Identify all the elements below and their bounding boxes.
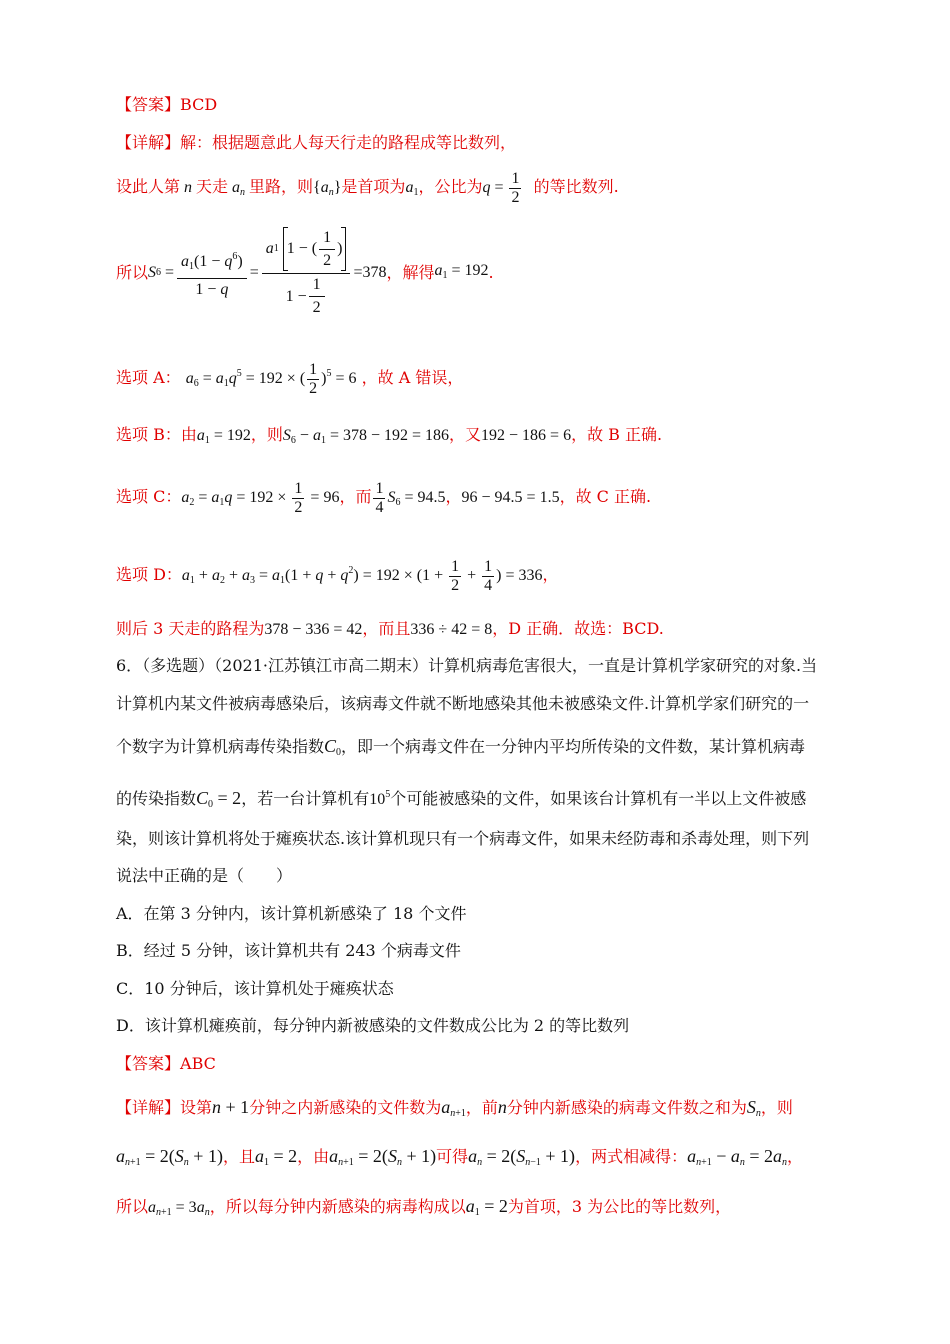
detail-line-1	[116, 133, 516, 153]
text: ，公比为	[418, 177, 483, 196]
text: ，即一个病毒文件在一分钟内平均所传染的文件数，某计算机病毒	[341, 737, 806, 756]
q6-detail-3: 所以$a_{n+1} = 3a_n$，所以每分钟内新感染的病毒构成以$a_1 = 2$为首项，3 为公比的等比数列，	[116, 1196, 732, 1218]
option-c-line: 选项 C：$a_2 = a_1q = 192$ × $\frac{1}{2}$ = 96，而 $\frac{1}{4}$ $S_6 = 94.5$，96 − 94.5 = 1.5，故 C 正确.	[116, 479, 652, 516]
text: 可得	[436, 1147, 469, 1166]
text: ，所以每分钟内新感染的病毒构成以	[209, 1197, 466, 1216]
option-a-line: 选项 A： $a_6 = a_1q^5 = 192$ × ( $\frac{1}{2}$ )$^5$ = 6 ，故 A 错误，	[116, 360, 464, 397]
q6-stem-2: 计算机内某文件被病毒感染后，该病毒文件就不断地感染其他未被感染文件.计算机学家们研究的一	[116, 694, 810, 713]
q6-stem-5: 染，则该计算机将处于瘫痪状态.该计算机现只有一个病毒文件，如果未经防毒和杀毒处理，则下列	[116, 829, 810, 848]
answer-label: 【答案】	[116, 1054, 181, 1073]
text: ，故 B 正确.	[571, 425, 663, 444]
text: ，而	[339, 487, 372, 506]
q6-option-a: A．在第 3 分钟内，该计算机新感染了 18 个文件	[116, 904, 467, 923]
q6-option-c: C．10 分钟后，该计算机处于瘫痪状态	[116, 979, 394, 998]
text: 选项 C：	[116, 487, 182, 506]
detail-label: 【详解】	[116, 133, 181, 152]
text: ，若一台计算机有	[241, 789, 370, 808]
text: 的等比数列.	[533, 177, 619, 196]
q6-option-d: D．该计算机瘫痪前，每分钟内新被感染的文件数成公比为 2 的等比数列	[116, 1016, 630, 1035]
detail-text: 解：根据题意此人每天行走的路程成等比数列，	[180, 133, 517, 152]
text: ，故 C 正确.	[559, 487, 652, 506]
text: ，由	[297, 1147, 330, 1166]
text: 设第	[180, 1098, 213, 1117]
final-line-q5: 则后 3 天走的路程为378 − 336 = 42，而且336 ÷ 42 = 8，D 正确．故选：BCD.	[116, 619, 664, 638]
q6-option-b: B．经过 5 分钟，该计算机共有 243 个病毒文件	[116, 941, 461, 960]
text: ，则	[250, 425, 283, 444]
text: 个可能被感染的文件，如果该台计算机有一半以上文件被感	[390, 789, 807, 808]
answer-line-q5	[116, 95, 217, 115]
text: ，前	[465, 1098, 498, 1117]
q6-detail-1: 【详解】设第n + 1分钟之内新感染的文件数为$a_{n+1}$，前n分钟内新感染的病毒文件数之和为$S_n$，则	[116, 1097, 793, 1119]
option-d-line: 选项 D：$a_1 + a_2 + a_3 = a_1(1 + q + q^2) = 192 \times (1$ + $\frac{1}{2}$ + $\frac{1}{4}$ ) = 336，	[116, 557, 559, 594]
text: ，	[787, 1147, 804, 1166]
text: ，解得	[386, 263, 435, 282]
q6-detail-2: $a_{n+1} = 2(S_n + 1)$，且$a_1 = 2$，由$a_{n+1} = 2(S_n + 1)$可得$a_n = 2(S_{n-1} + 1)$，两式相减得：$a_{n+1} - a_n = 2a_n$，	[116, 1146, 804, 1168]
text: ，D 正确．故选：BCD.	[492, 619, 664, 638]
answer-label: 【答案】	[116, 95, 181, 114]
s6-value: 378	[362, 264, 387, 281]
text: 分钟之内新感染的文件数为	[249, 1098, 442, 1117]
text: ，故 A 错误，	[361, 368, 464, 387]
detail-line-2: 设此人第 n 天走 $a_n$ 里路，则$\{a_n\}$是首项为$a_1$，公比为q = $\frac{1}{2}$ 的等比数列.	[116, 169, 619, 206]
answer-line-q6	[116, 1054, 216, 1074]
text: 天走	[196, 177, 229, 196]
text: ，又	[449, 425, 482, 444]
detail-line-3: 所以 S 6 = $\frac{a_1(1 - q^6)}{1 - q}$ = a 1 1 − ( $\frac{1}{2}$ ) 1 − $\frac{1}{2}$ = 378 ，解得 $a_1 = 192$ .	[116, 228, 494, 316]
q6-stem-6: 说法中正确的是（ ）	[116, 866, 293, 885]
text: 所以	[116, 1197, 149, 1216]
text: ，	[542, 565, 559, 584]
text: 则后 3 天走的路程为	[116, 619, 265, 638]
text: 所以	[116, 263, 149, 282]
answer-value: ABC	[180, 1054, 216, 1073]
text: ，且	[222, 1147, 255, 1166]
text: ，而且	[362, 619, 411, 638]
text: 里路，则	[249, 177, 314, 196]
text: ，则	[760, 1098, 793, 1117]
q6-stem-1: 6．（多选题）（2021·江苏镇江市高二期末）计算机病毒危害很大，一直是计算机学家研究的对象.当	[116, 656, 818, 675]
answer-value: BCD	[180, 95, 218, 114]
text: 的传染指数	[116, 789, 197, 808]
q6-stem-3: 个数字为计算机病毒传染指数$C_0$，即一个病毒文件在一分钟内平均所传染的文件数，某计算机病毒	[116, 736, 806, 758]
text: 分钟内新感染的病毒文件数之和为	[506, 1098, 747, 1117]
text: 选项 A：	[116, 368, 181, 387]
text: 个数字为计算机病毒传染指数	[116, 737, 325, 756]
text: 3 为公比的等比数列，	[571, 1197, 732, 1216]
text: 为首项，	[507, 1197, 572, 1216]
a1-value: 192	[464, 261, 489, 279]
text: 选项 D：	[116, 565, 182, 584]
option-b-line: 选项 B：由$a_1 = 192$，则$S_6 - a_1 = 378 - 192 = 186$，又192 − 186 = 6，故 B 正确.	[116, 425, 663, 446]
q6-stem-4: 的传染指数$C_0 = 2$，若一台计算机有$10^5$个可能被感染的文件，如果该台计算机有一半以上文件被感	[116, 788, 807, 810]
detail-label: 【详解】	[116, 1098, 181, 1117]
text: 设此人第	[116, 177, 181, 196]
text: 选项 B：由	[116, 425, 197, 444]
text: 是首项为	[341, 177, 406, 196]
text: ，两式相减得：	[575, 1147, 688, 1166]
